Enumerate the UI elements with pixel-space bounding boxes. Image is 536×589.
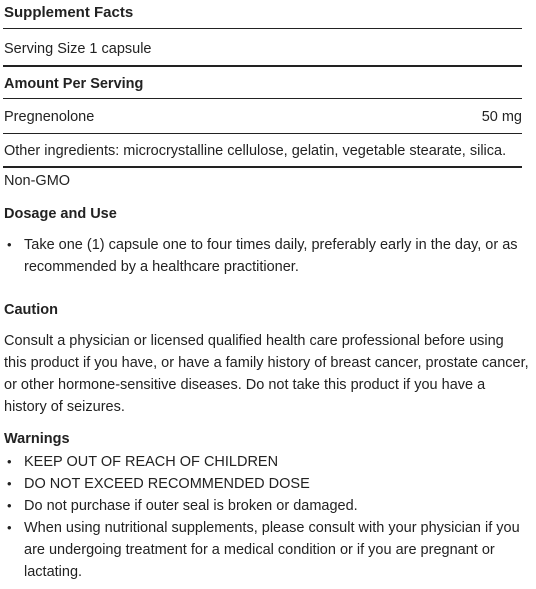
nutrient-row: [4, 106, 522, 128]
serving-size: Serving Size 1 capsule: [4, 41, 152, 57]
bullet-icon: •: [7, 237, 12, 252]
bullet-icon: •: [7, 454, 12, 469]
list-item: [4, 234, 532, 278]
divider-thick: [3, 166, 522, 168]
divider: [3, 28, 522, 29]
warning-item-text: KEEP OUT OF REACH OF CHILDREN: [24, 454, 279, 470]
list-item: [4, 473, 532, 495]
divider-thick: [3, 65, 522, 67]
warning-item-text: DO NOT EXCEED RECOMMENDED DOSE: [24, 476, 310, 492]
bullet-icon: •: [7, 520, 12, 535]
dosage-list: [4, 234, 532, 278]
other-ingredients: Other ingredients: microcrystalline cellulose, gelatin, vegetable stearate, silica.: [4, 143, 507, 159]
divider: [3, 98, 522, 99]
dosage-heading: Dosage and Use: [4, 206, 117, 222]
divider: [3, 133, 522, 134]
warnings-heading: Warnings: [4, 431, 70, 447]
nutrient-name: Pregnenolone: [4, 109, 95, 125]
non-gmo-label: Non-GMO: [4, 173, 71, 189]
list-item: [4, 517, 532, 583]
list-item: [4, 451, 532, 473]
warnings-list: [4, 451, 532, 583]
facts-title: Supplement Facts: [4, 4, 134, 21]
dosage-item-text: Take one (1) capsule one to four times daily, preferably early in the day, or as recommended by a healthcare practitioner.: [24, 237, 518, 275]
warning-item-text: When using nutritional supplements, please consult with your physician if you are undergoing treatment for a medical condition or if you are pregnant or lactating.: [24, 520, 520, 580]
nutrient-amount: 50 mg: [481, 109, 522, 125]
list-item: [4, 495, 532, 517]
warning-item-text: Do not purchase if outer seal is broken or damaged.: [24, 498, 358, 514]
amount-per-serving-header: Amount Per Serving: [4, 76, 144, 92]
caution-heading: Caution: [4, 302, 58, 318]
bullet-icon: •: [7, 476, 12, 491]
caution-text: Consult a physician or licensed qualified health care professional before using this product if you have, or have a family history of breast cancer, prostate cancer, or other hormone-sensitive diseases. Do not take this product if you have a history of seizures.: [4, 333, 529, 415]
bullet-icon: •: [7, 498, 12, 513]
